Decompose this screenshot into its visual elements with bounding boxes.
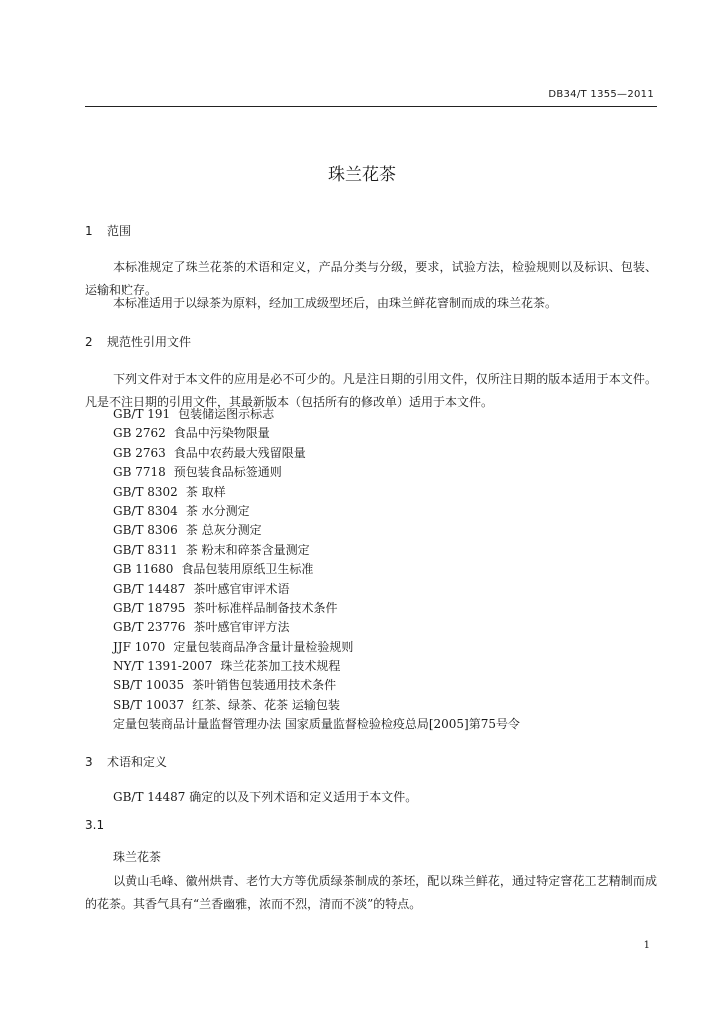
term-name: 珠兰花茶 <box>113 850 162 864</box>
reference-item: GB 2762 食品中污染物限量 <box>113 426 270 441</box>
reference-item: JJF 1070 定量包装商品净含量计量检验规则 <box>113 639 354 654</box>
section-heading-scope <box>85 222 131 239</box>
reference-item: GB 2763 食品中农药最大残留限量 <box>113 445 306 460</box>
normative-intro: 下列文件对于本文件的应用是必不可少的。凡是注日期的引用文件，仅所注日期的版本适用于本文件。凡是不注日期的引用文件，其最新版本（包括所有的修改单）适用于本文件。 <box>85 372 657 409</box>
reference-item: GB/T 8304 茶 水分测定 <box>113 503 250 518</box>
section-heading-normative <box>85 333 191 350</box>
reference-item: SB/T 10035 茶叶销售包装通用技术条件 <box>113 678 337 693</box>
reference-item: GB/T 14487 茶叶感官审评术语 <box>113 581 290 596</box>
section-number: 2 <box>85 335 93 349</box>
reference-item: GB/T 8306 茶 总灰分测定 <box>113 523 262 538</box>
terms-intro: GB/T 14487 确定的以及下列术语和定义适用于本文件。 <box>113 790 418 804</box>
section-title: 术语和定义 <box>107 755 168 769</box>
reference-item: GB 11680 食品包装用原纸卫生标准 <box>113 562 314 577</box>
section-heading-terms <box>85 753 167 770</box>
reference-item: NY/T 1391-2007 珠兰花茶加工技术规程 <box>113 659 341 674</box>
reference-item: GB/T 18795 茶叶标准样品制备技术条件 <box>113 600 338 615</box>
reference-item: 定量包装商品计量监督管理办法 国家质量监督检验检疫总局[2005]第75号令 <box>113 717 520 732</box>
section-number: 3 <box>85 755 93 769</box>
document-title: 珠兰花茶 <box>328 165 396 185</box>
term-definition: 以黄山毛峰、徽州烘青、老竹大方等优质绿茶制成的茶坯，配以珠兰鲜花，通过特定窨花工艺精制而成的花茶。其香气具有“兰香幽雅，浓而不烈，清而不淡”的特点。 <box>85 874 657 911</box>
section-number: 1 <box>85 224 93 238</box>
reference-item: SB/T 10037 红茶、绿茶、花茶 运输包装 <box>113 697 340 712</box>
scope-paragraph: 本标准规定了珠兰花茶的术语和定义，产品分类与分级，要求，试验方法，检验规则以及标识、包装、运输和贮存。 <box>85 260 657 297</box>
reference-item: GB/T 8302 茶 取样 <box>113 484 226 499</box>
reference-item: GB/T 191 包装储运图示标志 <box>113 407 275 421</box>
scope-paragraph: 本标准适用于以绿茶为原料，经加工成级型坯后，由珠兰鲜花窨制而成的珠兰花茶。 <box>113 296 558 310</box>
reference-list <box>113 405 520 735</box>
page-number: 1 <box>643 940 650 951</box>
clause-number: 3.1 <box>85 818 105 832</box>
section-title: 范围 <box>107 224 132 238</box>
section-title: 规范性引用文件 <box>107 335 192 349</box>
reference-item: GB/T 8311 茶 粉末和碎茶含量测定 <box>113 542 310 557</box>
standard-code: DB34/T 1355—2011 <box>548 89 654 100</box>
reference-item: GB 7718 预包装食品标签通则 <box>113 465 282 480</box>
header-rule <box>85 106 657 107</box>
reference-item: GB/T 23776 茶叶感官审评方法 <box>113 620 290 635</box>
